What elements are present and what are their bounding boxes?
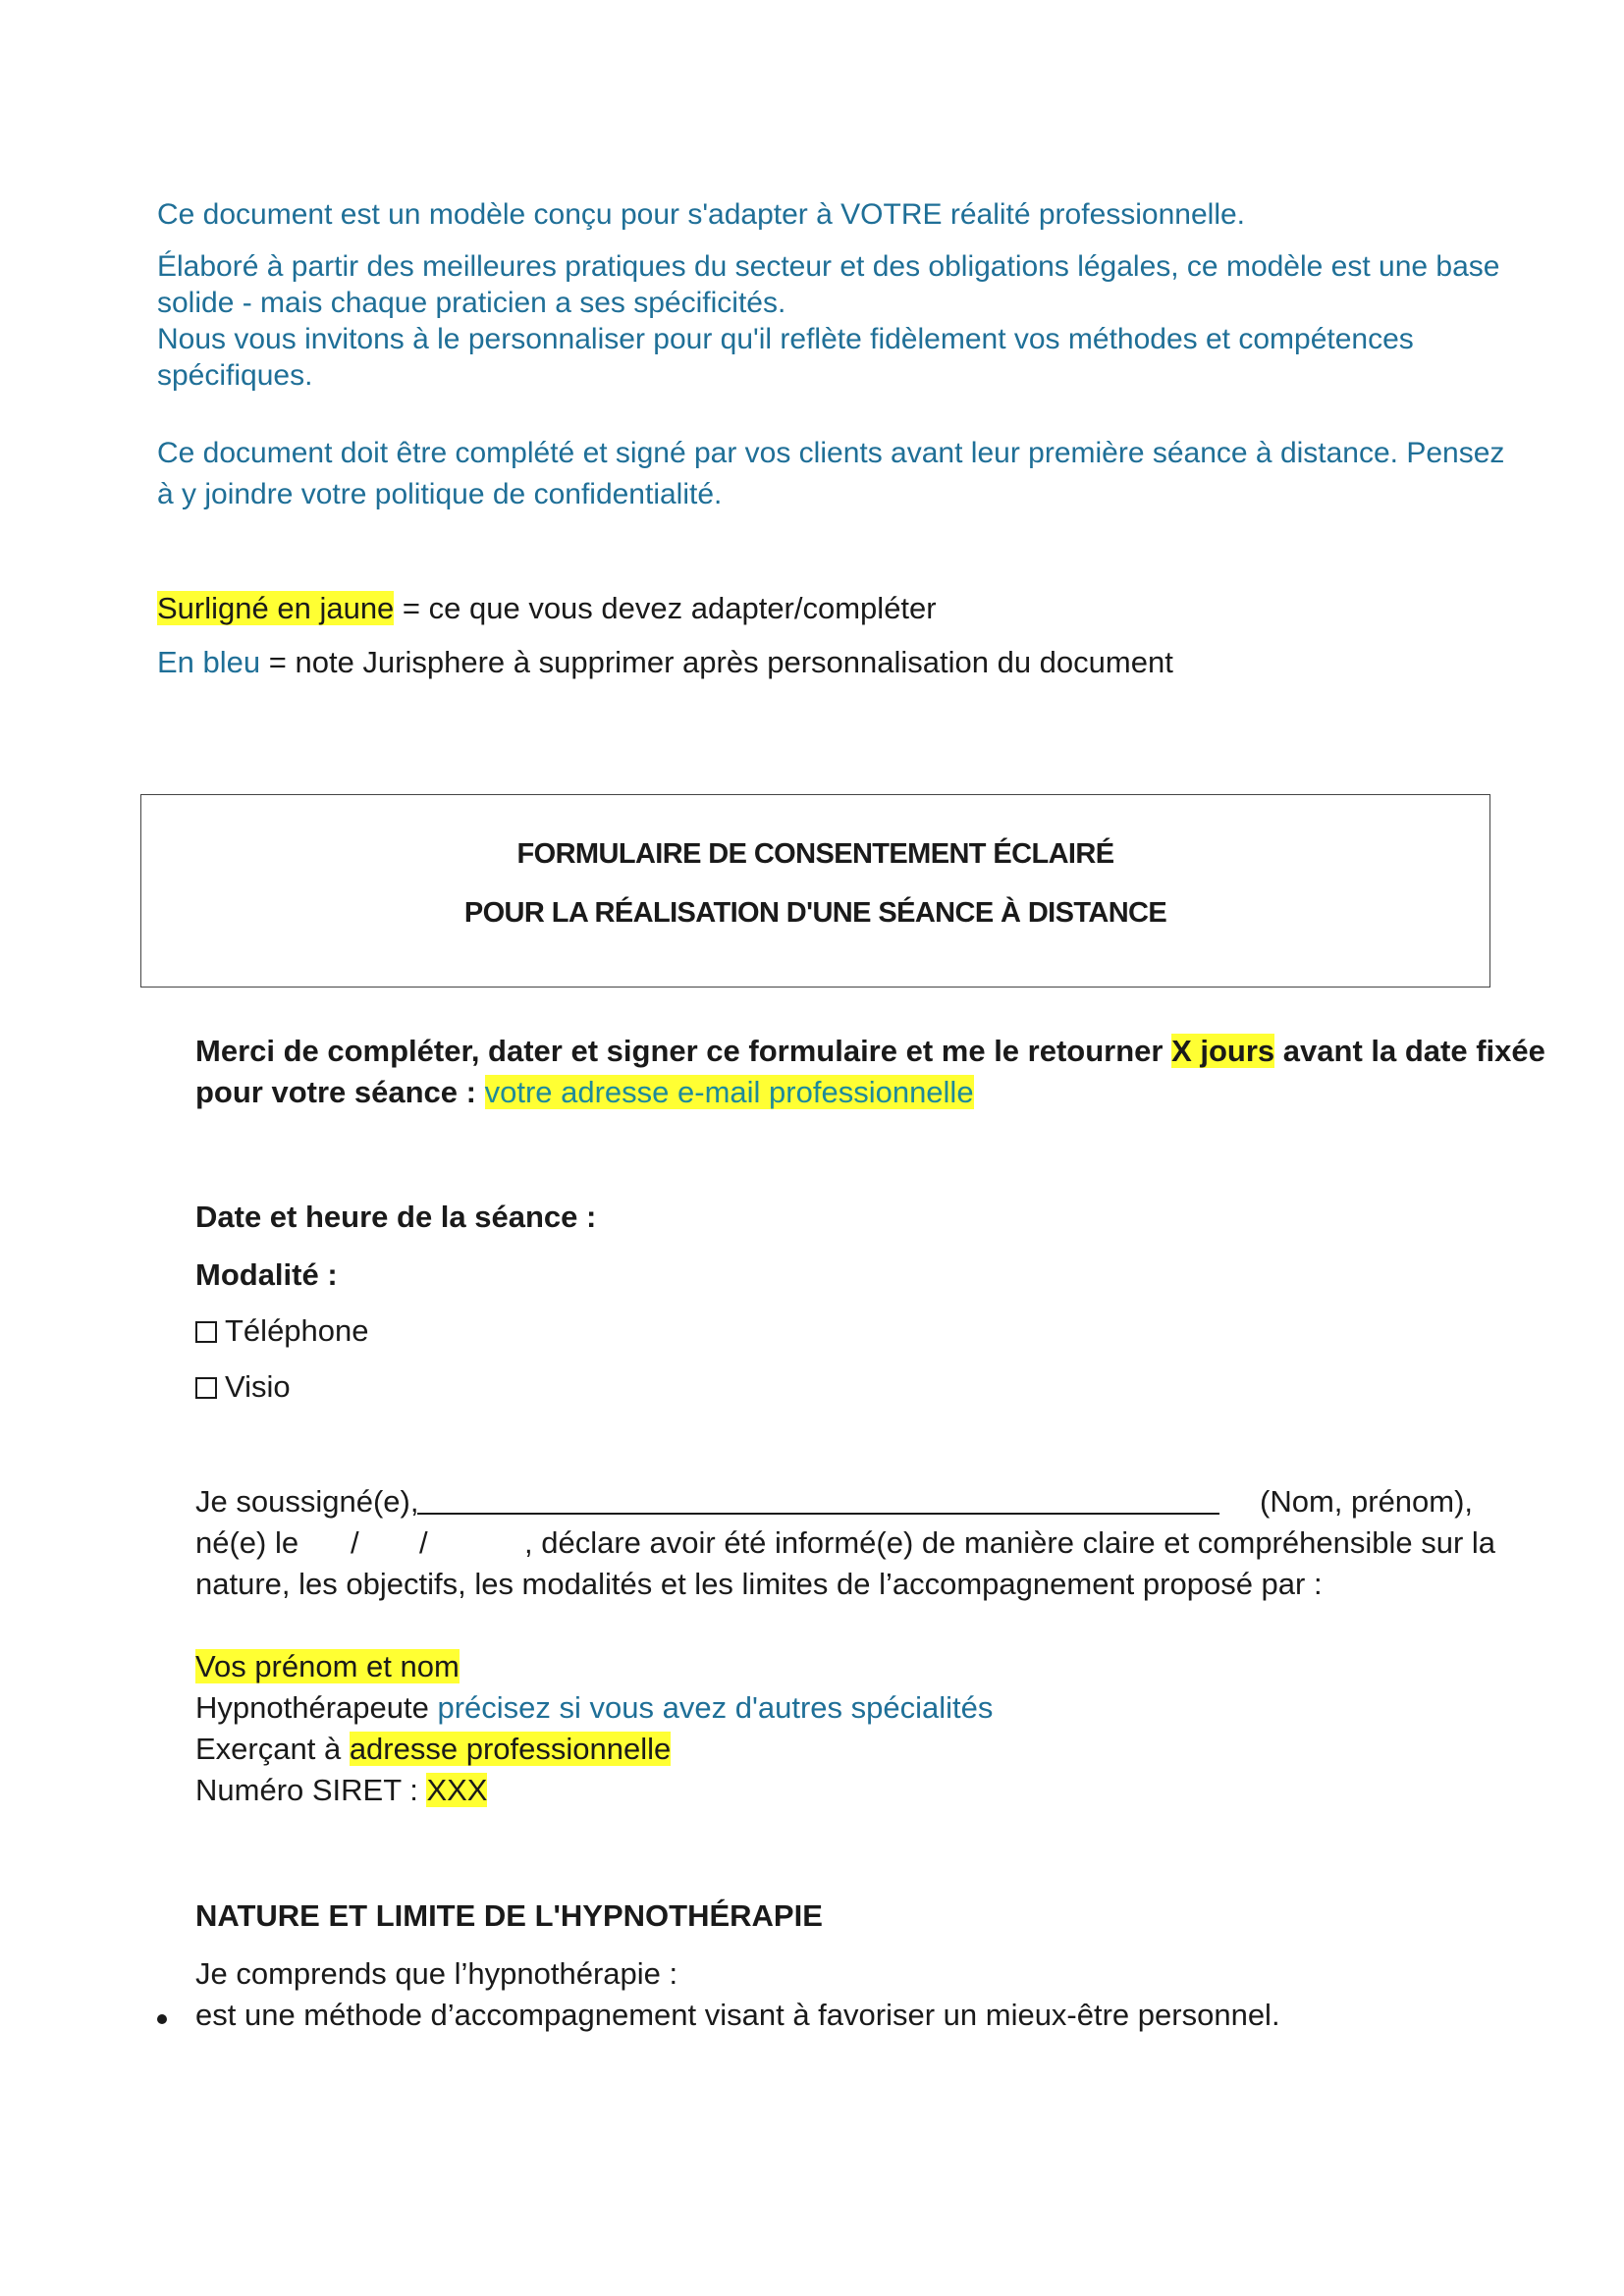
- legend-blue: [157, 642, 1173, 683]
- session-modality-label: Modalité :: [195, 1257, 338, 1292]
- instructions-part-2: avant la date fixée: [1274, 1034, 1545, 1068]
- section-bullet-1: est une méthode d’accompagnement visant à favoriser un mieux-être personnel.: [195, 1998, 1280, 2032]
- practitioner-address-line: [195, 1729, 671, 1770]
- practitioner-address: adresse professionnelle: [349, 1732, 672, 1766]
- declaration-nom-prenom: (Nom, prénom),: [1260, 1484, 1474, 1519]
- bullet-icon: [157, 2014, 167, 2024]
- legend-blue-label: En bleu: [157, 645, 261, 679]
- instructions-days: X jours: [1171, 1034, 1275, 1068]
- telephone-checkbox[interactable]: [195, 1321, 217, 1343]
- practitioner-title-line: [195, 1687, 993, 1729]
- birth-date-slash-1: /: [351, 1525, 359, 1560]
- legend-yellow-label: Surligné en jaune: [157, 591, 395, 625]
- practitioner-title: Hypnothérapeute: [195, 1690, 438, 1725]
- declaration-declare: , déclare avoir été informé(e) de manière claire et compréhensible sur la: [524, 1525, 1496, 1560]
- visio-label: Visio: [225, 1369, 291, 1404]
- practitioner-siret-label: Numéro SIRET :: [195, 1773, 427, 1807]
- instructions-email: votre adresse e-mail professionnelle: [484, 1075, 974, 1109]
- declaration-ne-le: né(e) le: [195, 1525, 299, 1560]
- session-date-label: Date et heure de la séance :: [195, 1200, 597, 1234]
- section-intro: Je comprends que l’hypnothérapie :: [195, 1956, 678, 1991]
- intro-note-line-4a: Ce document doit être complété et signé par vos clients avant leur première séance à distance. Pensez: [157, 437, 1505, 469]
- legend-yellow: [157, 588, 937, 629]
- intro-note-line-2b: solide - mais chaque praticien a ses spécificités.: [157, 287, 786, 319]
- form-title-line-1: FORMULAIRE DE CONSENTEMENT ÉCLAIRÉ: [516, 838, 1114, 870]
- practitioner-siret-line: [195, 1770, 487, 1811]
- visio-checkbox[interactable]: [195, 1377, 217, 1399]
- intro-note-line-4b: à y joindre votre politique de confidentialité.: [157, 478, 723, 510]
- practitioner-specialties: précisez si vous avez d'autres spécialités: [437, 1690, 994, 1725]
- modality-option-visio[interactable]: [195, 1366, 291, 1408]
- intro-note-line-2a: Élaboré à partir des meilleures pratiques du secteur et des obligations légales, ce modèle est une base: [157, 250, 1500, 283]
- birth-date-slash-2: /: [419, 1525, 428, 1560]
- practitioner-exercant: Exerçant à: [195, 1732, 350, 1766]
- intro-note-line-3a: Nous vous invitons à le personnaliser pour qu'il reflète fidèlement vos méthodes et compétences: [157, 323, 1414, 355]
- instructions-line-1: [195, 1031, 1545, 1072]
- practitioner-name-line: [195, 1646, 460, 1687]
- form-title-line-2: POUR LA RÉALISATION D'UNE SÉANCE À DISTANCE: [463, 897, 1167, 929]
- modality-option-telephone[interactable]: [195, 1310, 369, 1352]
- section-heading: NATURE ET LIMITE DE L'HYPNOTHÉRAPIE: [195, 1898, 823, 1933]
- intro-note-line-1: Ce document est un modèle conçu pour s'adapter à VOTRE réalité professionnelle.: [157, 198, 1246, 231]
- declaration-line-3: nature, les objectifs, les modalités et les limites de l’accompagnement proposé par :: [195, 1567, 1323, 1601]
- form-title-box: [140, 794, 1490, 988]
- practitioner-siret: XXX: [426, 1773, 488, 1807]
- declaration-soussigne: Je soussigné(e),: [195, 1484, 419, 1519]
- telephone-label: Téléphone: [225, 1313, 369, 1348]
- instructions-line-2: [195, 1072, 974, 1113]
- practitioner-name: Vos prénom et nom: [195, 1649, 460, 1683]
- instructions-part-1: Merci de compléter, dater et signer ce formulaire et me le retourner: [195, 1034, 1172, 1068]
- legend-blue-desc: = note Jurisphere à supprimer après personnalisation du document: [260, 645, 1173, 679]
- legend-yellow-desc: = ce que vous devez adapter/compléter: [394, 591, 937, 625]
- name-signature-line[interactable]: [417, 1513, 1219, 1515]
- intro-note-line-3b: spécifiques.: [157, 359, 313, 392]
- instructions-part-3: pour votre séance :: [195, 1075, 485, 1109]
